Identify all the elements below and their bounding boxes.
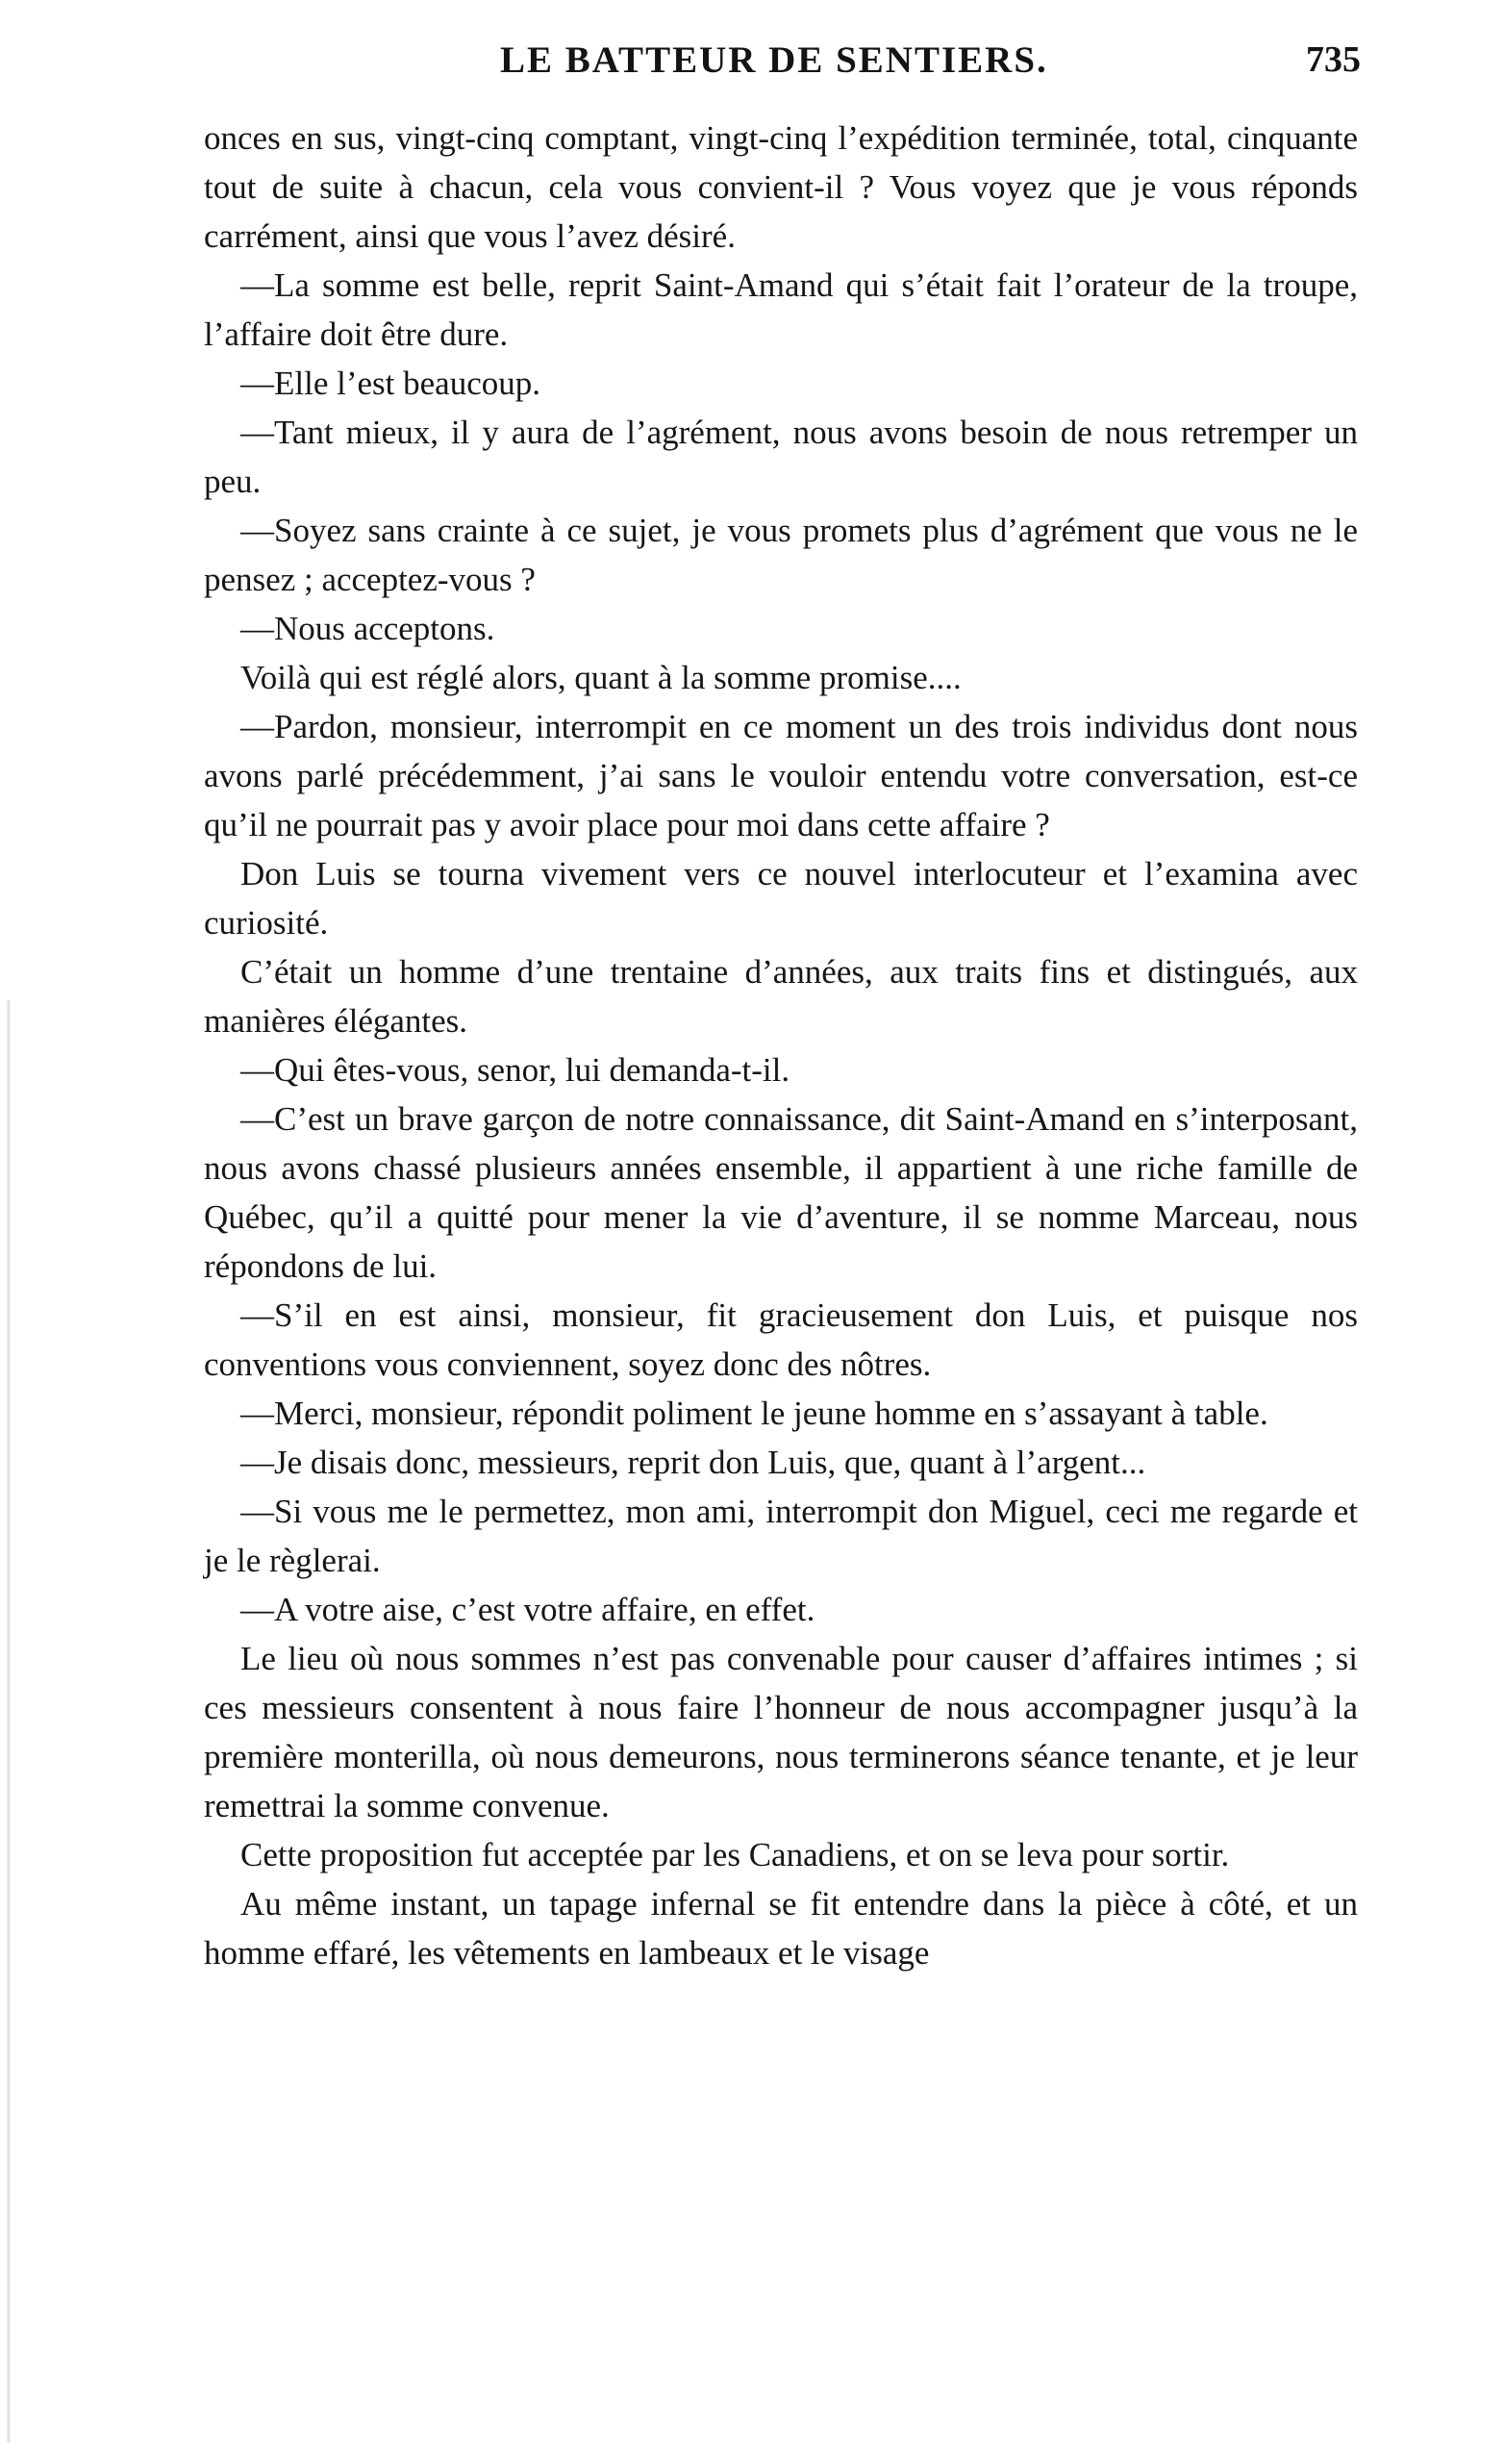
paragraph: Voilà qui est réglé alors, quant à la somme promise.... <box>240 659 962 696</box>
paragraph: —Elle l’est beaucoup. <box>240 365 540 402</box>
paragraph: Don Luis se tourna vivement vers ce nouvel interlocuteur et l’examina avec curiosité. <box>204 855 1358 942</box>
page-number: 735 <box>1306 39 1361 80</box>
paragraph: —Soyez sans crainte à ce sujet, je vous promets plus d’agrément que vous ne le pensez ; acceptez-vous ? <box>204 512 1358 598</box>
paragraph: Au même instant, un tapage infernal se fit entendre dans la pièce à côté, et un homme effaré, les vêtements en lambeaux et le visage <box>204 1885 1358 1972</box>
paragraph: —Si vous me le permettez, mon ami, interrompit don Miguel, ceci me regarde et je le règlerai. <box>204 1493 1358 1579</box>
page-binding-edge <box>6 1000 11 2443</box>
page-header <box>202 38 1361 96</box>
paragraph: —Qui êtes-vous, senor, lui demanda-t-il. <box>240 1051 790 1089</box>
paragraph: —Tant mieux, il y aura de l’agrément, nous avons besoin de nous retremper un peu. <box>204 414 1358 500</box>
running-title: LE BATTEUR DE SENTIERS. <box>500 39 1048 81</box>
paragraph: —S’il en est ainsi, monsieur, fit gracieusement don Luis, et puisque nos conventions vous conviennent, soyez donc des nôtres. <box>204 1296 1358 1383</box>
paragraph: C’était un homme d’une trentaine d’années, aux traits fins et distingués, aux manières élégantes. <box>204 953 1358 1040</box>
paragraph: —Merci, monsieur, répondit poliment le jeune homme en s’assayant à table. <box>240 1395 1268 1432</box>
paragraph: Le lieu où nous sommes n’est pas convenable pour causer d’affaires intimes ; si ces messieurs consentent à nous faire l’honneur de nous accompagner jusqu’à la première monterilla, où nous demeurons, nous terminerons séance tenante, et je leur remettrai la somme convenue. <box>204 1640 1358 1824</box>
paragraph: —A votre aise, c’est votre affaire, en effet. <box>240 1591 815 1628</box>
paragraph: —Nous acceptons. <box>240 610 495 647</box>
paragraph: —Je disais donc, messieurs, reprit don Luis, que, quant à l’argent... <box>240 1444 1146 1481</box>
body-text <box>204 113 1358 1977</box>
paragraph: —Pardon, monsieur, interrompit en ce moment un des trois individus dont nous avons parlé précédemment, j’ai sans le vouloir entendu votre conversation, est-ce qu’il ne pourrait pas y avoir place pour moi dans cette affaire ? <box>204 708 1358 843</box>
paragraph: Cette proposition fut acceptée par les Canadiens, et on se leva pour sortir. <box>240 1836 1230 1873</box>
paragraph: —C’est un brave garçon de notre connaissance, dit Saint-Amand en s’interposant, nous avons chassé plusieurs années ensemble, il appartient à une riche famille de Québec, qu’il a quitté pour mener la vie d’aventure, il se nomme Marceau, nous répondons de lui. <box>204 1100 1358 1285</box>
paragraph: onces en sus, vingt-cinq comptant, vingt-cinq l’expédition terminée, total, cinquante tout de suite à chacun, cela vous convient-il ? Vous voyez que je vous réponds carrément, ainsi que vous l’avez désiré. <box>204 119 1358 255</box>
paragraph: —La somme est belle, reprit Saint-Amand qui s’était fait l’orateur de la troupe, l’affaire doit être dure. <box>204 266 1358 353</box>
